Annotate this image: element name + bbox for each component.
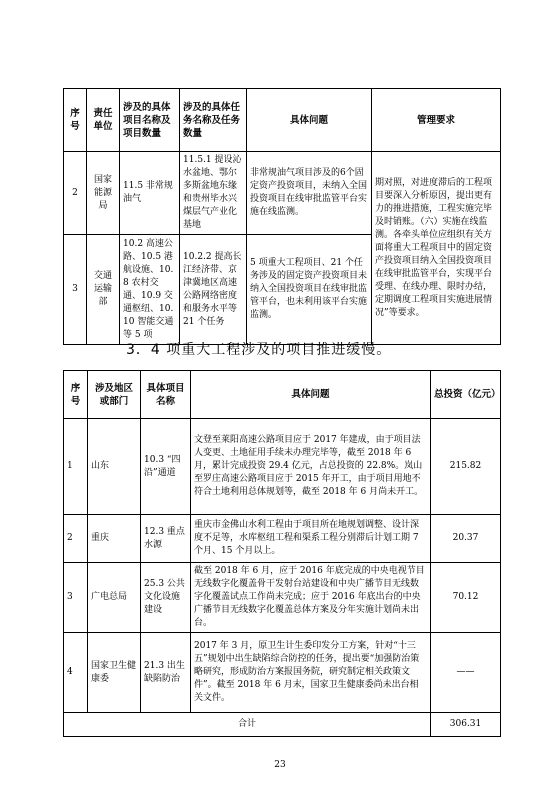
table-row bbox=[64, 419, 501, 515]
sum-label: 合计 bbox=[64, 713, 431, 737]
row-project: 10.3 “四沿”通道 bbox=[141, 419, 191, 515]
header-problem: 具体问题 bbox=[191, 371, 431, 419]
table-row bbox=[64, 152, 501, 235]
row-total: 20.37 bbox=[431, 515, 501, 563]
row-problem: 非常规油气项目涉及的6个固定资产投资项目，未纳入全国投资项目在线审批监管平台实施在线监测。 bbox=[247, 152, 372, 235]
row-problem: 重庆市金佛山水利工程由于项目所在地规划调整、设计深度不足等，水库枢纽工程和渠系工程分别滞后计划工期 7 个月、15 个月以上。 bbox=[191, 515, 431, 563]
page-number: 23 bbox=[274, 760, 286, 770]
row-problem: 截至 2018 年 6 月，应于 2016 年底完成的中央电视节目无线数字化覆盖骨干发射台站建设和中央广播节目无线数字化覆盖试点工作尚未完成；应于 2016 年底出台的中央广播节目无线数字化覆盖总体方案及分年实施计划尚未出台。 bbox=[191, 563, 431, 633]
header-project: 涉及的具体项目名称及项目数量 bbox=[120, 89, 180, 152]
row-dept: 国家卫生健康委 bbox=[88, 633, 141, 713]
row-task: 10.2.2 提高长江经济带、京津冀地区高速公路网络密度和服务水平等 21 个任务 bbox=[180, 235, 247, 345]
header-dept: 涉及地区或部门 bbox=[88, 371, 141, 419]
row-project: 25.3 公共文化设施建设 bbox=[141, 563, 191, 633]
table-header-row bbox=[64, 371, 501, 419]
header-requirement: 管理要求 bbox=[372, 89, 501, 152]
header-no: 序号 bbox=[64, 89, 87, 152]
header-task: 涉及的具体任务名称及任务数量 bbox=[180, 89, 247, 152]
row-dept: 广电总局 bbox=[88, 563, 141, 633]
table-sum-row bbox=[64, 713, 501, 737]
delayed-projects-table bbox=[63, 370, 501, 737]
table-row bbox=[64, 633, 501, 713]
row-task: 11.5.1 提设沁水盆地、鄂尔多斯盆地东缘和贵州毕水兴煤层气产业化基地 bbox=[180, 152, 247, 235]
row-total: —— bbox=[431, 633, 501, 713]
row-project: 11.5 非常规油气 bbox=[120, 152, 180, 235]
row-dept: 重庆 bbox=[88, 515, 141, 563]
row-dept: 山东 bbox=[88, 419, 141, 515]
row-no: 2 bbox=[64, 515, 88, 563]
header-total: 总投资（亿元） bbox=[431, 371, 501, 419]
row-no: 4 bbox=[64, 633, 88, 713]
row-problem: 5 项重大工程项目、21 个任务涉及的固定资产投资项目未纳入全国投资项目在线审批监管平台，也未利用该平台实施监测。 bbox=[247, 235, 372, 345]
row-no: 1 bbox=[64, 419, 88, 515]
row-no: 3 bbox=[64, 563, 88, 633]
section-heading: 3．4 项重大工程涉及的项目推进缓慢。 bbox=[126, 342, 392, 358]
header-problem: 具体问题 bbox=[247, 89, 372, 152]
header-unit: 责任单位 bbox=[87, 89, 120, 152]
row-unit: 国家能源局 bbox=[87, 152, 120, 235]
projects-table-continued bbox=[63, 88, 501, 345]
row-total: 70.12 bbox=[431, 563, 501, 633]
row-no: 3 bbox=[64, 235, 87, 345]
row-problem: 2017 年 3 月，原卫生计生委印发分工方案，针对“十三五”规划中出生缺陷综合防控的任务，提出要“加强防治策略研究，形成防治方案报国务院，研究制定相关政策文件”。截至 2018 年 6 月末，国家卫生健康委尚未出台相关文件。 bbox=[191, 633, 431, 713]
row-unit: 交通运输部 bbox=[87, 235, 120, 345]
header-project: 具体项目名称 bbox=[141, 371, 191, 419]
table-header-row bbox=[64, 89, 501, 152]
table-row bbox=[64, 563, 501, 633]
row-project: 10.2 高速公路、10.5 港航设施、10.8 农村交通、10.9 交通枢纽、10.10 智能交通等 5 项 bbox=[120, 235, 180, 345]
row-total: 215.82 bbox=[431, 419, 501, 515]
header-no: 序号 bbox=[64, 371, 88, 419]
row-project: 12.3 重点水源 bbox=[141, 515, 191, 563]
sum-value: 306.31 bbox=[431, 713, 501, 737]
row-no: 2 bbox=[64, 152, 87, 235]
table-row bbox=[64, 515, 501, 563]
row-problem: 文登至莱阳高速公路项目应于 2017 年建成，由于项目法人变更、土地征用手续未办理完毕等，截至 2018 年 6 月，累计完成投资 29.4 亿元，占总投资的 22.8%。岚山至罗庄高速公路项目应于 2015 年开工，由于项目用地不符合土地利用总体规划等，截至 2018 年 6 月尚未开工。 bbox=[191, 419, 431, 515]
requirement-cell: 期对照，对进度滞后的工程项目要深入分析原因，提出更有力的推进措施，工程实施完毕及时销账。（六）实施在线监测。各牵头单位应组织有关方面将重大工程项目中的固定资产投资项目纳入全国投资项目在线审批监管平台，实现平台受理、在线办理、限时办结，定期调度工程项目实施进展情况”等要求。 bbox=[372, 152, 501, 345]
row-project: 21.3 出生缺陷防治 bbox=[141, 633, 191, 713]
